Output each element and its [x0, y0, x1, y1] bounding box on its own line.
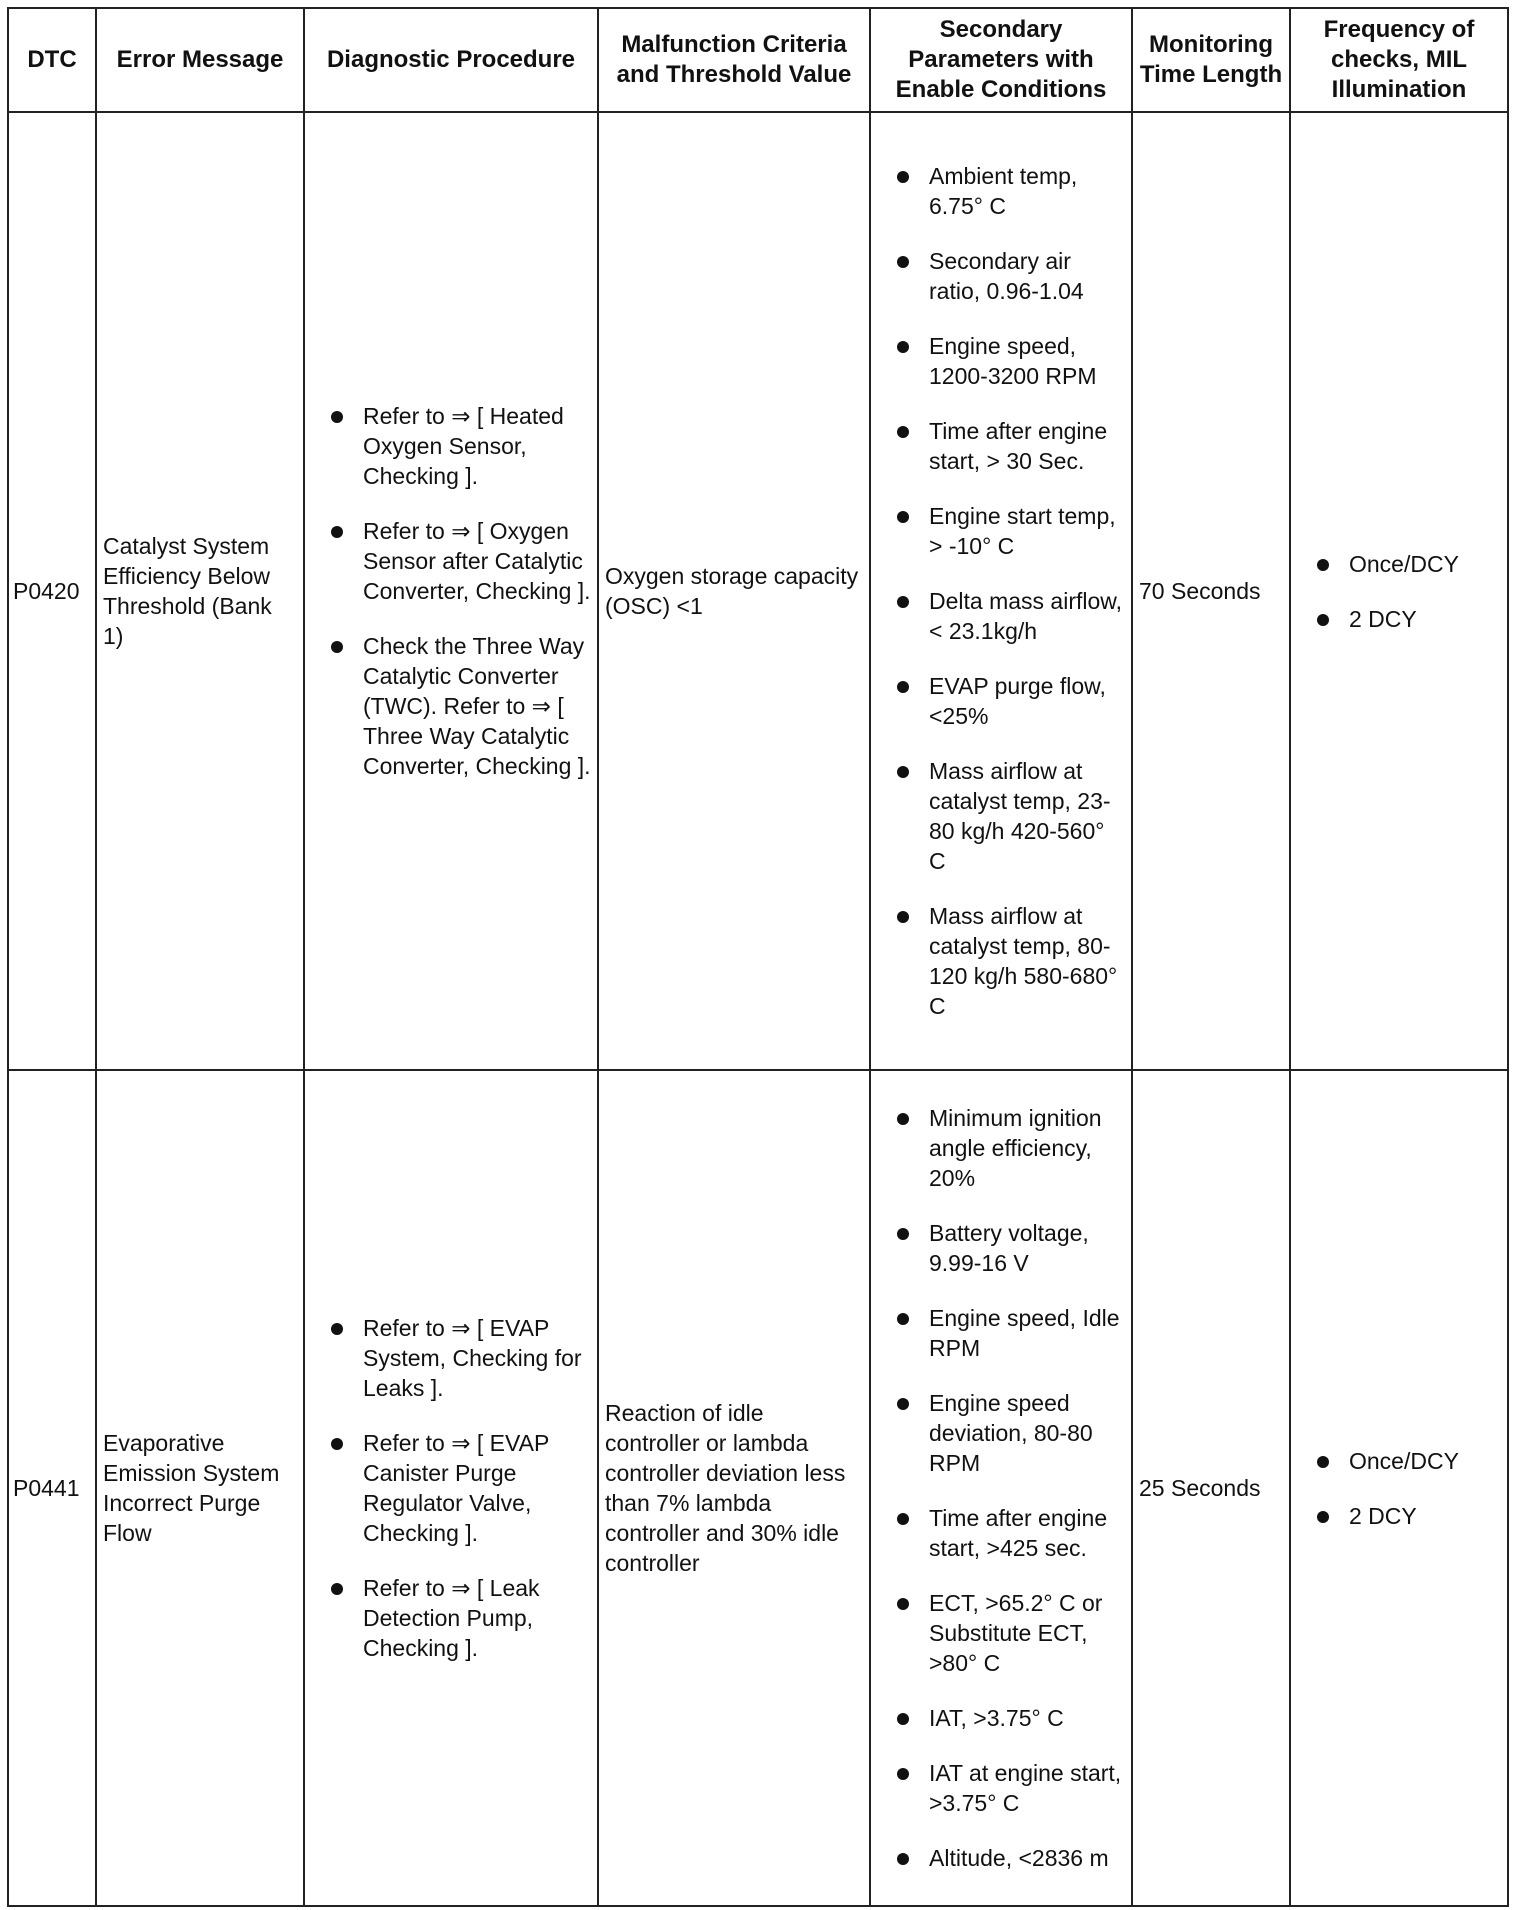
- bullet-icon: [897, 1228, 909, 1240]
- secondary-parameters: [870, 1070, 1132, 1906]
- bullet-icon: [897, 1853, 909, 1865]
- malfunction-criteria: Oxygen storage capacity (OSC) <1: [598, 112, 870, 1070]
- diagnostic-procedure: [304, 112, 598, 1070]
- procedure-text: Refer to ⇒ [ EVAP System, Checking for Leaks ].: [363, 1315, 582, 1401]
- parameter-text: Mass airflow at catalyst temp, 80-120 kg/h 580-680° C: [929, 903, 1118, 1019]
- list-item: [877, 246, 1125, 306]
- list-item: [877, 756, 1125, 876]
- header-diagnostic-procedure: Diagnostic Procedure: [304, 8, 598, 112]
- list-item: [877, 161, 1125, 221]
- error-message: Evaporative Emission System Incorrect Purge Flow: [96, 1070, 304, 1906]
- bullet-icon: [331, 411, 343, 423]
- list-item: [877, 501, 1125, 561]
- bullet-icon: [897, 341, 909, 353]
- parameter-text: Delta mass airflow, < 23.1kg/h: [929, 588, 1123, 644]
- bullet-icon: [1317, 1456, 1329, 1468]
- procedure-list: [311, 1313, 591, 1663]
- frequency: [1290, 112, 1508, 1070]
- parameter-text: Engine speed, Idle RPM: [929, 1305, 1120, 1361]
- secondary-parameters: [870, 112, 1132, 1070]
- parameter-text: Mass airflow at catalyst temp, 23-80 kg/h 420-560° C: [929, 758, 1111, 874]
- list-item: [877, 1388, 1125, 1478]
- bullet-icon: [897, 1313, 909, 1325]
- frequency-list: [1297, 549, 1501, 634]
- procedure-text: Refer to ⇒ [ EVAP Canister Purge Regulator Valve, Checking ].: [363, 1430, 549, 1546]
- procedure-text: Refer to ⇒ [ Heated Oxygen Sensor, Checking ].: [363, 403, 564, 489]
- error-message: Catalyst System Efficiency Below Threshold (Bank 1): [96, 112, 304, 1070]
- bullet-icon: [331, 641, 343, 653]
- frequency-list: [1297, 1446, 1501, 1531]
- bullet-icon: [1317, 1511, 1329, 1523]
- parameter-text: IAT, >3.75° C: [929, 1705, 1064, 1731]
- parameter-text: Time after engine start, >425 sec.: [929, 1505, 1108, 1561]
- bullet-icon: [897, 681, 909, 693]
- parameter-text: Engine start temp, > -10° C: [929, 503, 1116, 559]
- table-row: [8, 112, 1508, 1070]
- list-item: [1297, 604, 1501, 634]
- bullet-icon: [331, 1583, 343, 1595]
- parameter-text: Engine speed, 1200-3200 RPM: [929, 333, 1097, 389]
- header-secondary-parameters: Secondary Parameters with Enable Conditions: [870, 8, 1132, 112]
- frequency-text: 2 DCY: [1349, 605, 1417, 632]
- bullet-icon: [331, 1323, 343, 1335]
- bullet-icon: [897, 256, 909, 268]
- list-item: [1297, 549, 1501, 579]
- list-item: [311, 1573, 591, 1663]
- header-frequency: Frequency of checks, MIL Illumination: [1290, 8, 1508, 112]
- parameter-text: Secondary air ratio, 0.96-1.04: [929, 248, 1084, 304]
- list-item: [877, 1588, 1125, 1678]
- parameter-text: ECT, >65.2° C or Substitute ECT, >80° C: [929, 1590, 1103, 1676]
- table-row: [8, 1070, 1508, 1906]
- list-item: [1297, 1501, 1501, 1531]
- procedure-list: [311, 401, 591, 781]
- list-item: [877, 331, 1125, 391]
- bullet-icon: [897, 1598, 909, 1610]
- bullet-icon: [897, 1768, 909, 1780]
- bullet-icon: [331, 526, 343, 538]
- bullet-icon: [897, 426, 909, 438]
- bullet-icon: [897, 766, 909, 778]
- header-row: [8, 8, 1508, 112]
- frequency: [1290, 1070, 1508, 1906]
- bullet-icon: [897, 596, 909, 608]
- list-item: [877, 671, 1125, 731]
- header-malfunction-criteria: Malfunction Criteria and Threshold Value: [598, 8, 870, 112]
- parameter-list: [877, 161, 1125, 1021]
- list-item: [877, 1843, 1125, 1873]
- bullet-icon: [897, 511, 909, 523]
- header-error-message: Error Message: [96, 8, 304, 112]
- diagnostic-procedure: [304, 1070, 598, 1906]
- parameter-text: Time after engine start, > 30 Sec.: [929, 418, 1108, 474]
- parameter-text: EVAP purge flow, <25%: [929, 673, 1106, 729]
- bullet-icon: [331, 1438, 343, 1450]
- dtc-code: P0441: [8, 1070, 96, 1906]
- bullet-icon: [1317, 559, 1329, 571]
- frequency-text: 2 DCY: [1349, 1502, 1417, 1529]
- list-item: [311, 1428, 591, 1548]
- parameter-text: Engine speed deviation, 80-80 RPM: [929, 1390, 1093, 1476]
- procedure-text: Refer to ⇒ [ Leak Detection Pump, Checking ].: [363, 1575, 540, 1661]
- frequency-text: Once/DCY: [1349, 550, 1459, 577]
- parameter-text: Battery voltage, 9.99-16 V: [929, 1220, 1089, 1276]
- header-dtc: DTC: [8, 8, 96, 112]
- list-item: [877, 1103, 1125, 1193]
- monitoring-time: 70 Seconds: [1132, 112, 1290, 1070]
- header-monitoring-time: Monitoring Time Length: [1132, 8, 1290, 112]
- list-item: [311, 631, 591, 781]
- parameter-text: Ambient temp, 6.75° C: [929, 163, 1078, 219]
- bullet-icon: [897, 911, 909, 923]
- bullet-icon: [897, 171, 909, 183]
- list-item: [311, 516, 591, 606]
- bullet-icon: [897, 1513, 909, 1525]
- list-item: [877, 901, 1125, 1021]
- list-item: [877, 1703, 1125, 1733]
- frequency-text: Once/DCY: [1349, 1447, 1459, 1474]
- list-item: [877, 1303, 1125, 1363]
- procedure-text: Check the Three Way Catalytic Converter (TWC). Refer to ⇒ [ Three Way Catalytic Converter, Checking ].: [363, 633, 591, 779]
- bullet-icon: [897, 1713, 909, 1725]
- list-item: [1297, 1446, 1501, 1476]
- list-item: [877, 1758, 1125, 1818]
- list-item: [877, 1503, 1125, 1563]
- parameter-text: IAT at engine start, >3.75° C: [929, 1760, 1122, 1816]
- dtc-document: [7, 7, 1507, 1903]
- procedure-text: Refer to ⇒ [ Oxygen Sensor after Catalytic Converter, Checking ].: [363, 518, 591, 604]
- list-item: [311, 401, 591, 491]
- list-item: [311, 1313, 591, 1403]
- parameter-text: Minimum ignition angle efficiency, 20%: [929, 1105, 1102, 1191]
- monitoring-time: 25 Seconds: [1132, 1070, 1290, 1906]
- bullet-icon: [1317, 614, 1329, 626]
- dtc-table: [7, 7, 1509, 1907]
- list-item: [877, 1218, 1125, 1278]
- dtc-code: P0420: [8, 112, 96, 1070]
- malfunction-criteria: Reaction of idle controller or lambda controller deviation less than 7% lambda controller and 30% idle controller: [598, 1070, 870, 1906]
- bullet-icon: [897, 1398, 909, 1410]
- list-item: [877, 586, 1125, 646]
- bullet-icon: [897, 1113, 909, 1125]
- parameter-text: Altitude, <2836 m: [929, 1845, 1109, 1871]
- parameter-list: [877, 1103, 1125, 1873]
- list-item: [877, 416, 1125, 476]
